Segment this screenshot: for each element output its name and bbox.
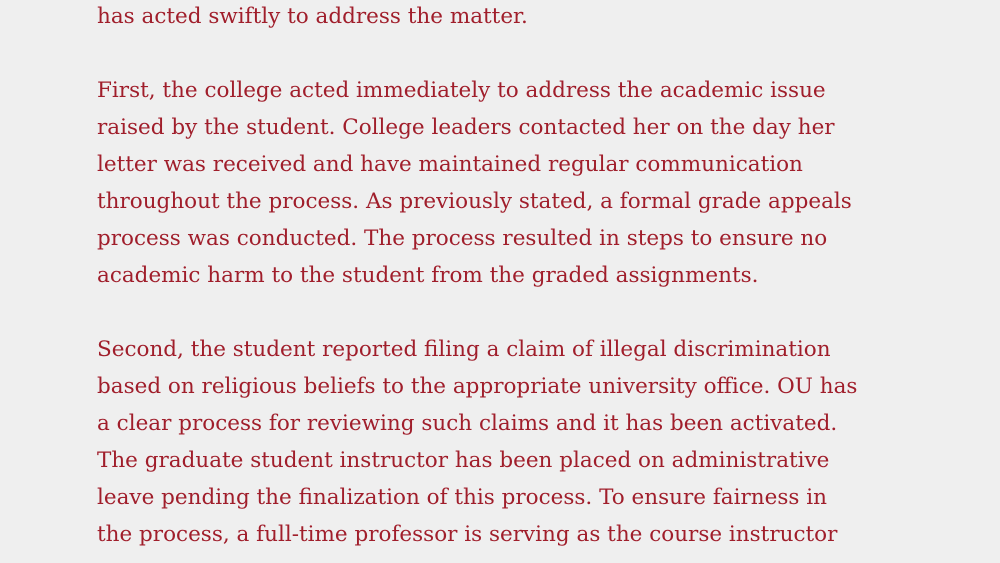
text-line: letter was received and have maintained regular communication [97,152,803,177]
text-line: The graduate student instructor has been placed on administrative [97,448,830,473]
text-line: a clear process for reviewing such claims and it has been activated. [97,411,838,436]
text-line: the process, a full-time professor is serving as the course instructor [97,522,838,547]
text-line: based on religious beliefs to the appropriate university office. OU has [97,374,858,399]
statement-text [97,0,917,563]
paragraph-3 [97,331,917,553]
text-line: First, the college acted immediately to address the academic issue [97,78,826,103]
paragraph-2 [97,72,917,294]
text-line: academic harm to the student from the graded assignments. [97,263,759,288]
text-line: leave pending the finalization of this process. To ensure fairness in [97,485,827,510]
paragraph-1 [97,0,917,35]
text-line: process was conducted. The process resulted in steps to ensure no [97,226,828,251]
text-line: throughout the process. As previously stated, a formal grade appeals [97,189,852,214]
text-line: raised by the student. College leaders contacted her on the day her [97,115,835,140]
text-line: has acted swiftly to address the matter. [97,4,528,29]
text-line: Second, the student reported filing a claim of illegal discrimination [97,337,831,362]
